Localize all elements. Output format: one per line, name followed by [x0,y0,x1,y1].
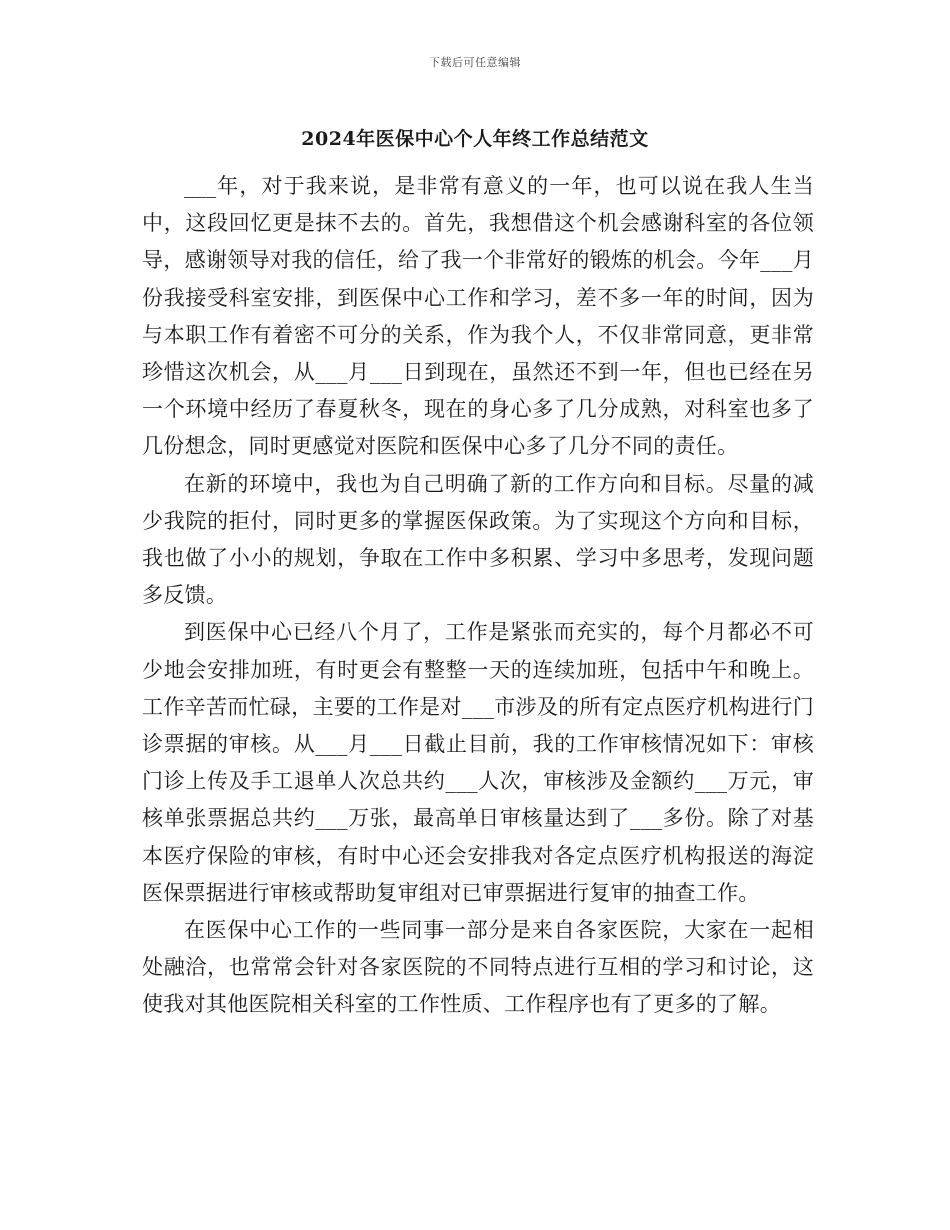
paragraph-3: 到医保中心已经八个月了，工作是紧张而充实的，每个月都必不可少地会安排加班，有时更会有整整一天的连续加班，包括中午和晚上。工作辛苦而忙碌，主要的工作是对___市涉及的所有定点医疗机构进行门诊票据的审核。从___月___日截止目前，我的工作审核情况如下：审核门诊上传及手工退单人次总共约___人次，审核涉及金额约___万元，审核单张票据总共约___万张，最高单日审核量达到了___多份。除了对基本医疗保险的审核，有时中心还会安排我对各定点医疗机构报送的海淀医保票据进行审核或帮助复审组对已审票据进行复审的抽查工作。 [142,620,814,905]
header-note: 下载后可任意编辑 [429,56,521,69]
paragraph-2: 在新的环境中，我也为自己明确了新的工作方向和目标。尽量的减少我院的拒付，同时更多的掌握医保政策。为了实现这个方向和目标，我也做了小小的规划，争取在工作中多积累、学习中多思考，发现问题多反馈。 [142,471,814,608]
paragraph-4: 在医保中心工作的一些同事一部分是来自各家医院，大家在一起相处融洽，也常常会针对各家医院的不同特点进行互相的学习和讨论，这使我对其他医院相关科室的工作性质、工作程序也有了更多的了解。 [142,918,814,1017]
document-title: 2024年医保中心个人年终工作总结范文 [301,128,649,150]
document-body [142,168,814,1024]
paragraph-1: ___年，对于我来说，是非常有意义的一年，也可以说在我人生当中，这段回忆更是抹不去的。首先，我想借这个机会感谢科室的各位领导，感谢领导对我的信任，给了我一个非常好的锻炼的机会。今年___月份我接受科室安排，到医保中心工作和学习，差不多一年的时间，因为与本职工作有着密不可分的关系，作为我个人，不仅非常同意，更非常珍惜这次机会，从___月___日到现在，虽然还不到一年，但也已经在另一个环境中经历了春夏秋冬，现在的身心多了几分成熟，对科室也多了几份想念，同时更感觉对医院和医保中心多了几分不同的责任。 [142,174,814,459]
